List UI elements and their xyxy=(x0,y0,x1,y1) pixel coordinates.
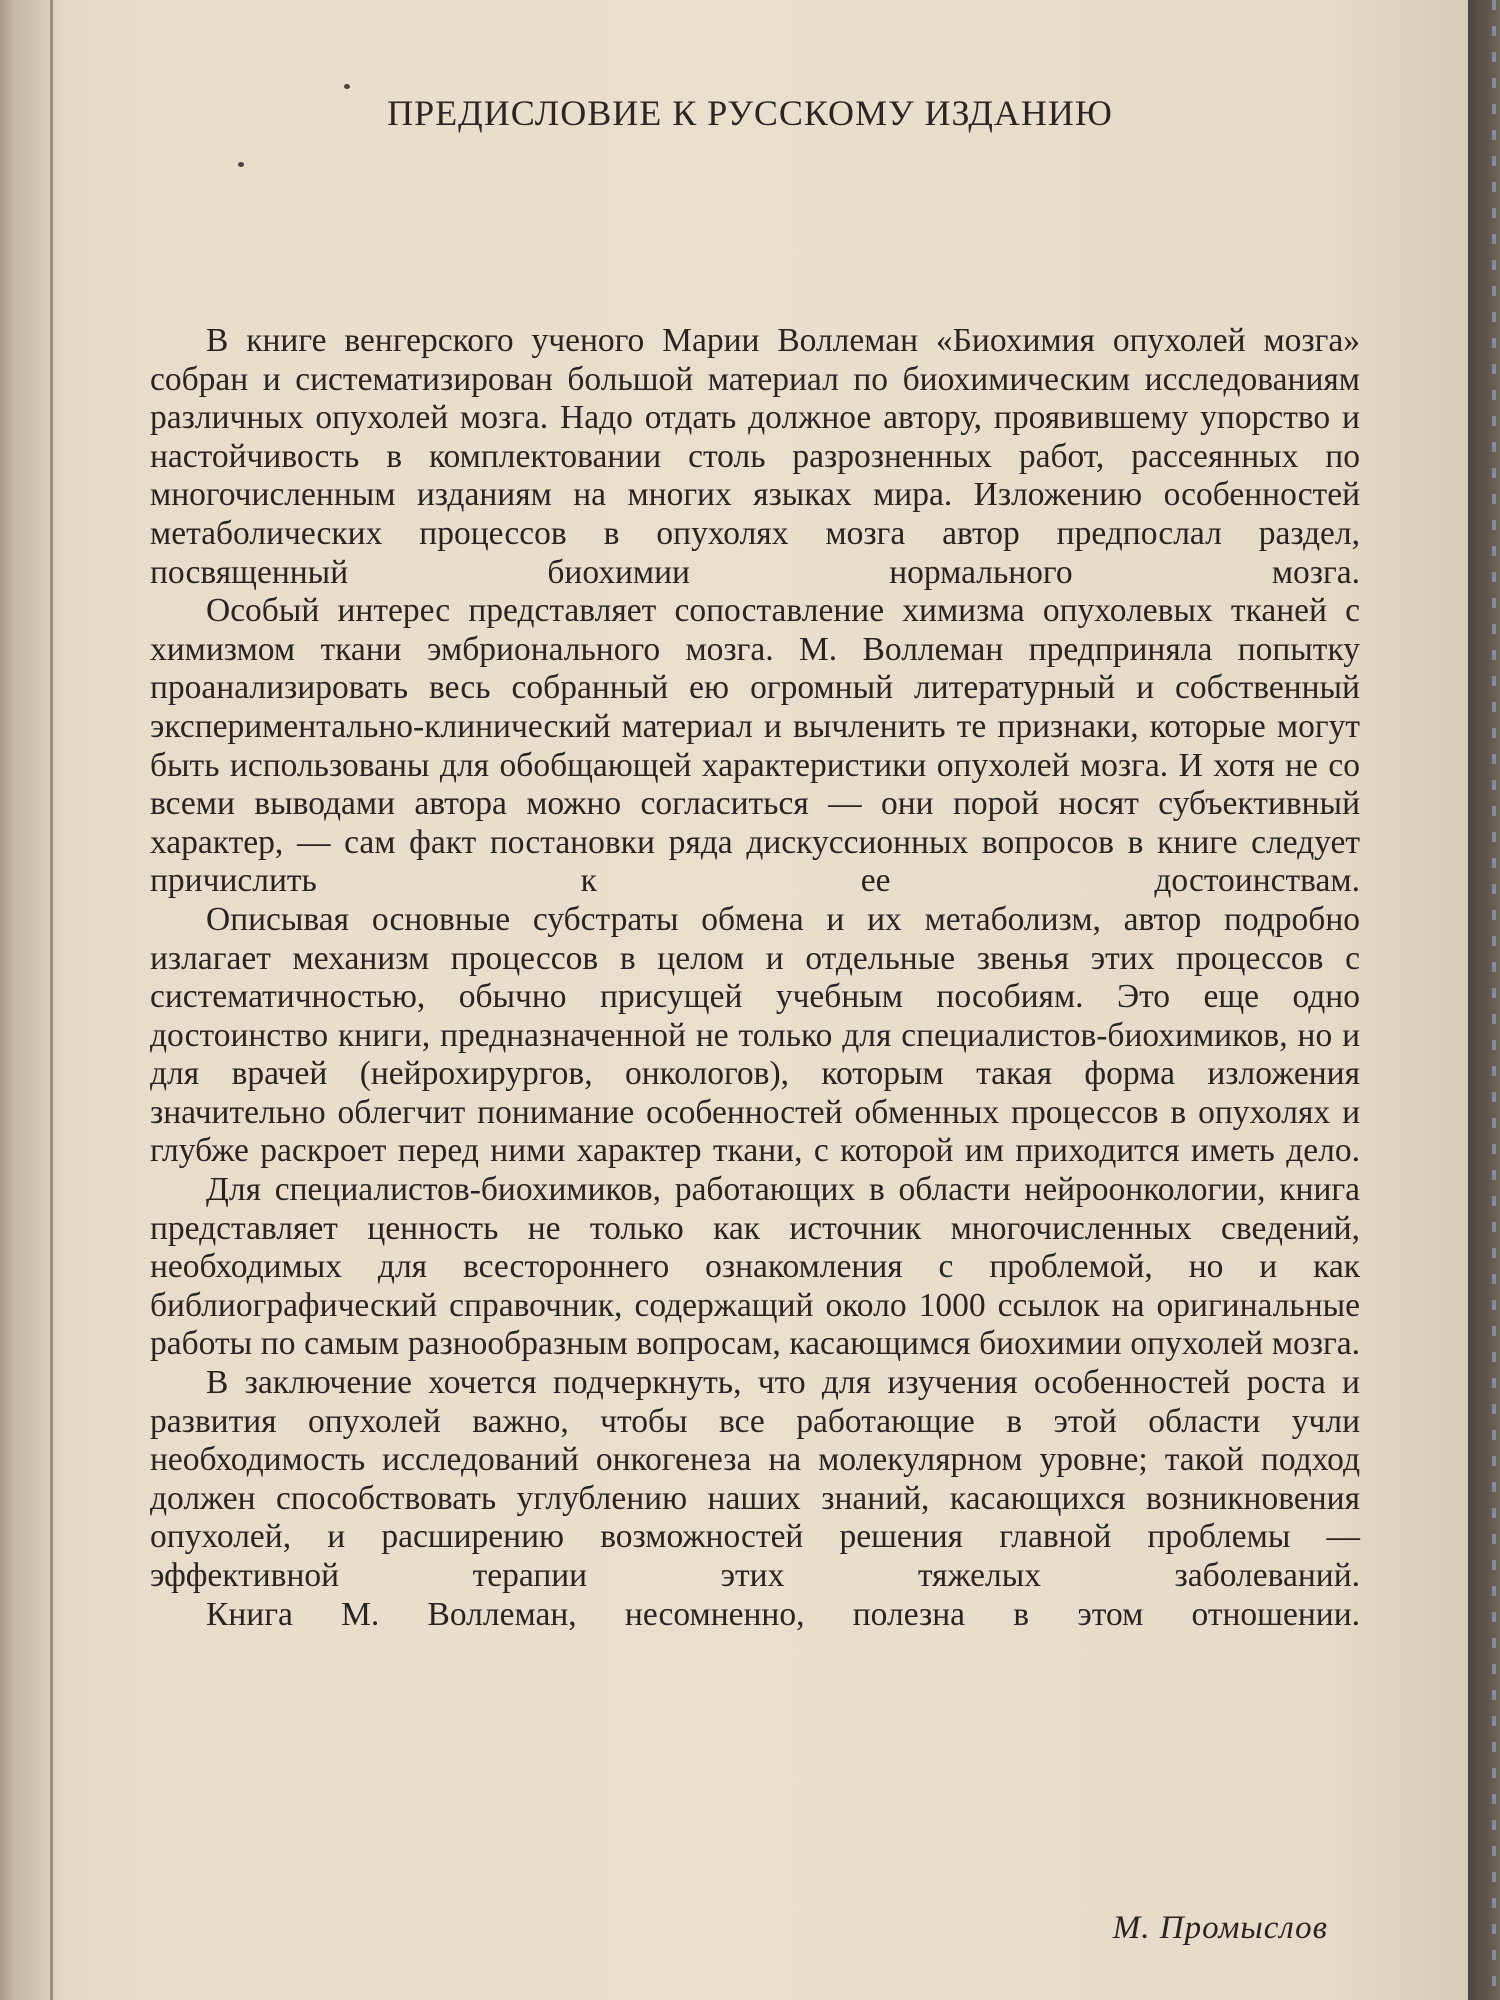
page-title: ПРЕДИСЛОВИЕ К РУССКОМУ ИЗДАНИЮ xyxy=(387,93,1113,133)
paragraph: Для специалистов-биохимиков, работающих в области нейроонкологии, книга представляет ценность не только как источник многочисленных сведений, необходимых для всестороннего ознакомления с проблемой, но и как библиографический справочник, содержащий около 1000 ссылок на оригинальные работы по самым разнообразным вопросам, касающимся биохимии опухолей мозга. xyxy=(150,1171,1360,1363)
cover-stitching xyxy=(1492,0,1496,2000)
paragraph: В заключение хочется подчеркнуть, что для изучения особенностей роста и развития опухолей важно, чтобы все работающие в этой области учли необходимость исследований онкогенеза на молекулярном уровне; такой подход должен способствовать углублению наших знаний, касающихся возникновения опухолей, и расширению возможностей решения главной проблемы — эффективной терапии этих тяжелых заболеваний. xyxy=(150,1364,1360,1594)
body-text xyxy=(150,322,1360,1634)
gutter-line xyxy=(50,0,53,2000)
paragraph: Особый интерес представляет сопоставление химизма опухолевых тканей с химизмом ткани эмбрионального мозга. М. Воллеман предприняла попытку проанализировать весь собранный ею огромный литературный и собственный экспериментально-клинический материал и вычленить те признаки, которые могут быть использованы для обобщающей характеристики опухолей мозга. И хотя не со всеми выводами автора можно согласиться — они порой носят субъективный характер, — сам факт постановки ряда дискуссионных вопросов в книге следует причислить к ее достоинствам. xyxy=(150,592,1360,900)
paragraph: Описывая основные субстраты обмена и их метаболизм, автор подробно излагает механизм процессов в целом и отдельные звенья этих процессов с систематичностью, обычно присущей учебным пособиям. Это еще одно достоинство книги, предназначенной не только для специалистов-биохимиков, но и для врачей (нейрохирургов, онкологов), которым такая форма изложения значительно облегчит понимание особенностей обменных процессов в опухолях и глубже раскроет перед ними характер ткани, с которой им приходится иметь дело. xyxy=(150,900,1360,1170)
ink-speck xyxy=(238,162,244,167)
paragraph: В книге венгерского ученого Марии Воллеман «Биохимия опухолей мозга» собран и систематизирован большой материал по биохимическим исследованиям различных опухолей мозга. Надо отдать должное автору, проявившему упорство и настойчивость в комплектовании столь разрозненных работ, рассеянных по многочисленным изданиям на многих языках мира. Изложению особенностей метаболических процессов в опухолях мозга автор предпослал раздел, посвященный биохимии нормального мозга. xyxy=(150,322,1360,591)
signature: М. Промыслов xyxy=(1112,1910,1328,1946)
paragraph: Книга М. Воллеман, несомненно, полезна в этом отношении. xyxy=(206,1595,1360,1633)
ink-speck xyxy=(344,84,350,89)
